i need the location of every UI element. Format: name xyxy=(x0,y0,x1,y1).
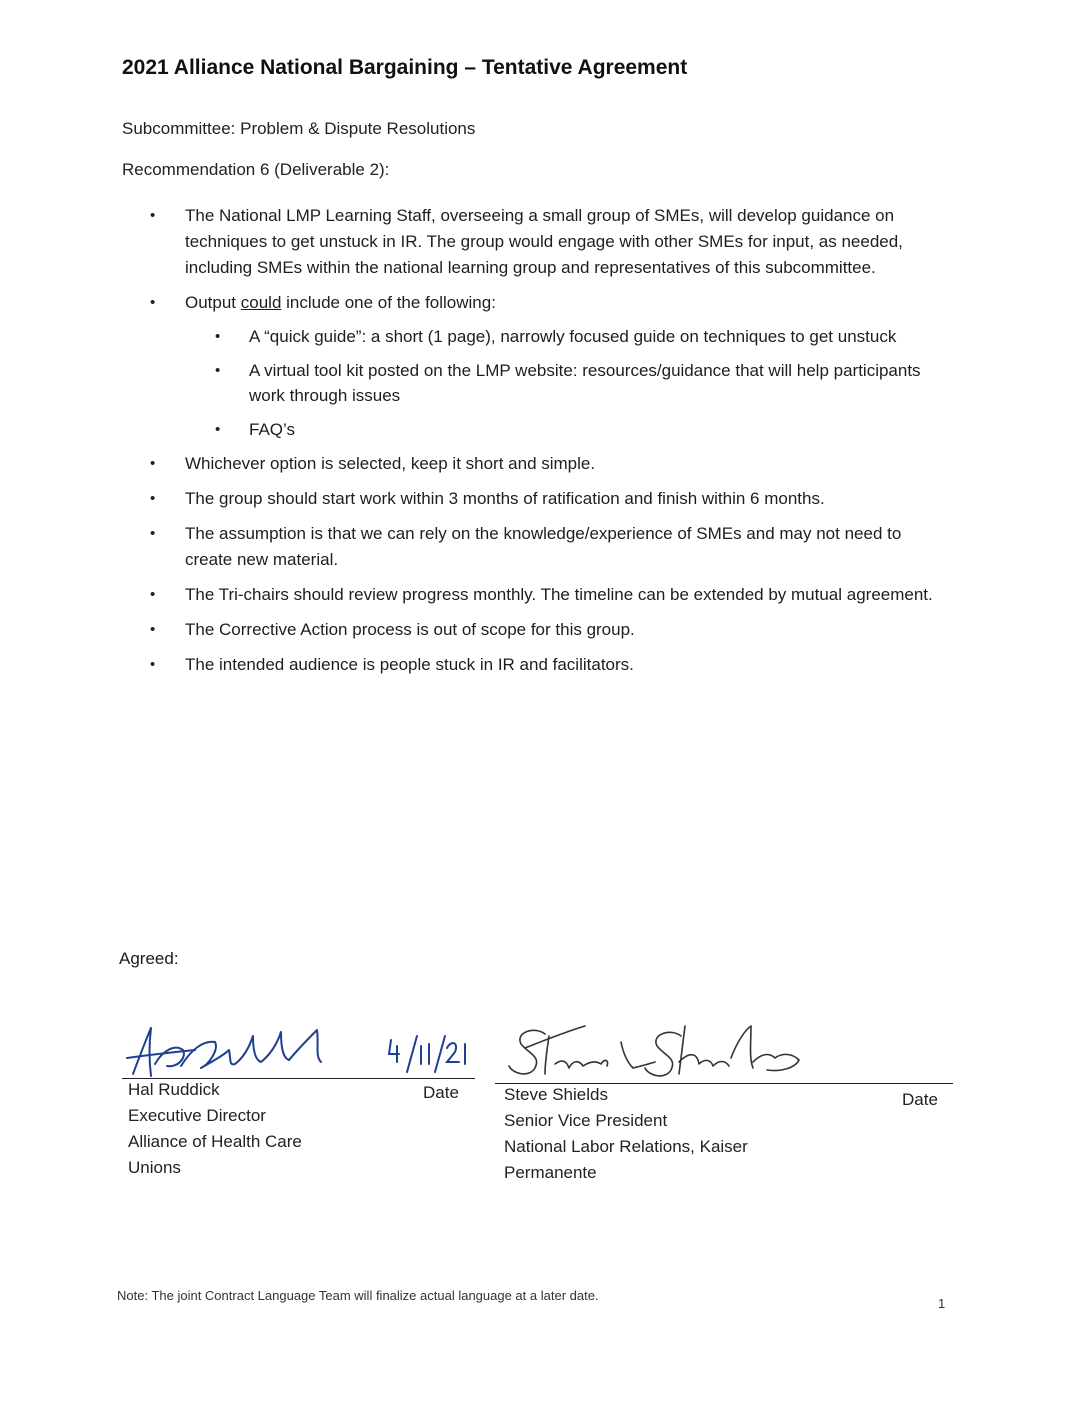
bullet-text: The Tri-chairs should review progress monthly. The timeline can be extended by mutual agreement. xyxy=(185,585,933,604)
bullet-item xyxy=(150,652,950,678)
signer-2-org: National Labor Relations, Kaiser xyxy=(504,1137,748,1156)
footer-note: Note: The joint Contract Language Team will finalize actual language at a later date. xyxy=(117,1288,599,1303)
sub-bullet-item xyxy=(215,324,950,349)
bullet-text: The intended audience is people stuck in IR and facilitators. xyxy=(185,655,634,674)
bullet-text: The Corrective Action process is out of scope for this group. xyxy=(185,620,635,639)
bullet-text-pre: Output xyxy=(185,293,241,312)
sub-bullet-text: FAQ’s xyxy=(249,420,295,439)
signer-1-org-cont: Unions xyxy=(128,1158,181,1177)
bullet-item xyxy=(150,617,950,643)
sub-bullet-item xyxy=(215,417,950,442)
signer-1-org: Alliance of Health Care xyxy=(128,1132,302,1151)
handwritten-date xyxy=(383,1032,473,1076)
underlined-word: could xyxy=(240,293,282,312)
signer-2-org-cont: Permanente xyxy=(504,1163,597,1182)
steve-shields-signature xyxy=(505,1018,805,1082)
subcommittee-line: Subcommittee: Problem & Dispute Resolutions xyxy=(122,119,476,138)
signer-2-name: Steve Shields xyxy=(504,1085,608,1104)
signer-1-date-label: Date xyxy=(423,1083,459,1102)
bullet-item xyxy=(150,203,950,281)
page-number: 1 xyxy=(938,1296,946,1311)
signer-2-block xyxy=(504,1082,804,1186)
bullet-text: The assumption is that we can rely on the knowledge/experience of SMEs and may not need to create new material. xyxy=(185,524,902,569)
recommendation-line: Recommendation 6 (Deliverable 2): xyxy=(122,160,390,179)
signer-2-date-label: Date xyxy=(902,1090,938,1109)
document-title: 2021 Alliance National Bargaining – Tentative Agreement xyxy=(122,56,688,79)
bullet-text: Whichever option is selected, keep it short and simple. xyxy=(185,454,596,473)
signer-1-title: Executive Director xyxy=(128,1106,266,1125)
signer-1-name: Hal Ruddick xyxy=(128,1080,220,1099)
sub-bullet-text: A virtual tool kit posted on the LMP website: resources/guidance that will help participants work through issues xyxy=(249,361,921,405)
signer-1-block xyxy=(128,1077,368,1181)
output-option-list xyxy=(185,324,950,442)
bullet-text: The National LMP Learning Staff, overseeing a small group of SMEs, will develop guidance on techniques to get unstuck in IR. The group would engage with other SMEs for input, as needed, including SMEs within the national learning group and representatives of this subcommittee. xyxy=(185,206,903,277)
hal-ruddick-signature xyxy=(125,1014,335,1080)
bullet-item xyxy=(150,486,950,512)
bullet-item xyxy=(150,521,950,573)
sub-bullet-item xyxy=(215,358,950,408)
bullet-item xyxy=(150,451,950,477)
bullet-item xyxy=(150,290,950,442)
bullet-text-post: include one of the following: xyxy=(281,293,496,312)
bullet-text: The group should start work within 3 months of ratification and finish within 6 months. xyxy=(185,489,825,508)
sub-bullet-text: A “quick guide”: a short (1 page), narrowly focused guide on techniques to get unstuck xyxy=(249,327,897,346)
agreed-label: Agreed: xyxy=(119,949,179,968)
bullet-item xyxy=(150,582,950,608)
recommendation-bullet-list xyxy=(150,203,950,687)
signer-2-title: Senior Vice President xyxy=(504,1111,668,1130)
